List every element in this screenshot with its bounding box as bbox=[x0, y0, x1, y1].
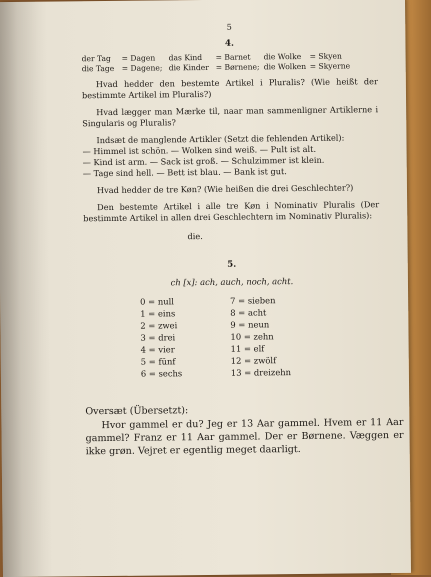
exercise-line: — Himmel ist schön. — Wolken sind weiß. — Pult ist alt. bbox=[82, 143, 317, 157]
number-item: 6 = sechs bbox=[140, 368, 183, 379]
translation-text: Hvor gammel er du? Jeg er 13 Aar gammel. Hvem er 11 Aar gammel? Franz er 11 Aar gammel. Der er Børnene. Væggen er ikke grøn. Vejret er egentlig meget daarligt. bbox=[85, 416, 404, 458]
cell: der Tag bbox=[81, 53, 111, 64]
number-item: 5 = fünf bbox=[140, 356, 176, 367]
cell: = Skyerne bbox=[309, 61, 351, 71]
number-item: 10 = zehn bbox=[230, 331, 274, 342]
cell: die Wolke bbox=[263, 51, 302, 62]
number-item: 13 = dreizehn bbox=[230, 367, 292, 378]
question-compare-articles: Hvad lægger man Mærke til, naar man sammenligner Artiklerne i Singularis og Pluralis? bbox=[82, 104, 379, 129]
cell: = Dagene; bbox=[121, 63, 163, 73]
number-item: 0 = null bbox=[140, 296, 175, 307]
section-5-heading: 5. bbox=[227, 259, 237, 270]
cell: die Kinder bbox=[168, 62, 209, 73]
number-item: 12 = zwölf bbox=[230, 355, 277, 366]
number-item: 2 = zwei bbox=[140, 320, 178, 331]
question-three-genders: Hvad hedder de tre Køn? (Wie heißen die drei Geschlechter?) bbox=[96, 182, 354, 196]
translation-heading: Oversæt (Übersetzt): bbox=[85, 405, 189, 418]
number-item: 11 = elf bbox=[230, 343, 265, 354]
cell: die Tage bbox=[81, 63, 115, 74]
number-item: 3 = drei bbox=[140, 332, 176, 343]
translation-exercise bbox=[85, 402, 404, 458]
definite-article-plural: Den bestemte Artikel i alle tre Køn i Nominativ Pluralis (Der bestimmte Artikel in allen drei Geschlechtern im Nominativ Pluralis): bbox=[83, 199, 380, 224]
cell: das Kind bbox=[168, 53, 203, 63]
instruction-insert-articles: Indsæt de manglende Artikler (Setzt die fehlenden Artikel): bbox=[96, 132, 345, 146]
answer-die: die. bbox=[187, 231, 203, 242]
number-item: 4 = vier bbox=[140, 344, 175, 355]
cell: = Barnet bbox=[215, 52, 251, 62]
cell: die Wolken bbox=[263, 61, 307, 72]
number-item: 7 = sieben bbox=[230, 295, 276, 306]
number-list bbox=[84, 294, 381, 381]
section-4-heading: 4. bbox=[224, 38, 234, 49]
number-item: 1 = eins bbox=[140, 308, 176, 319]
ch-pronunciation-line: ch [x]: ach, auch, noch, acht. bbox=[170, 276, 294, 288]
number-item: 9 = neun bbox=[230, 319, 270, 330]
exercise-line: — Kind ist arm. — Sack ist groß. — Schulzimmer ist klein. bbox=[82, 154, 325, 168]
question-plural-article: Hvad hedder den bestemte Artikel i Pluralis? (Wie heißt der bestimmte Artikel im Pluralis?) bbox=[81, 76, 378, 101]
spine-shadow bbox=[0, 2, 53, 577]
page-number: 5 bbox=[226, 22, 232, 32]
number-item: 8 = acht bbox=[230, 307, 267, 318]
article-table-row-plural bbox=[82, 60, 378, 73]
page-content bbox=[81, 20, 404, 458]
cell: = Dagen bbox=[121, 53, 156, 63]
cell: = Skyen bbox=[309, 51, 342, 61]
cell: = Børnene; bbox=[215, 62, 260, 72]
exercise-line: — Tage sind hell. — Bett ist blau. — Bank ist gut. bbox=[82, 166, 287, 179]
